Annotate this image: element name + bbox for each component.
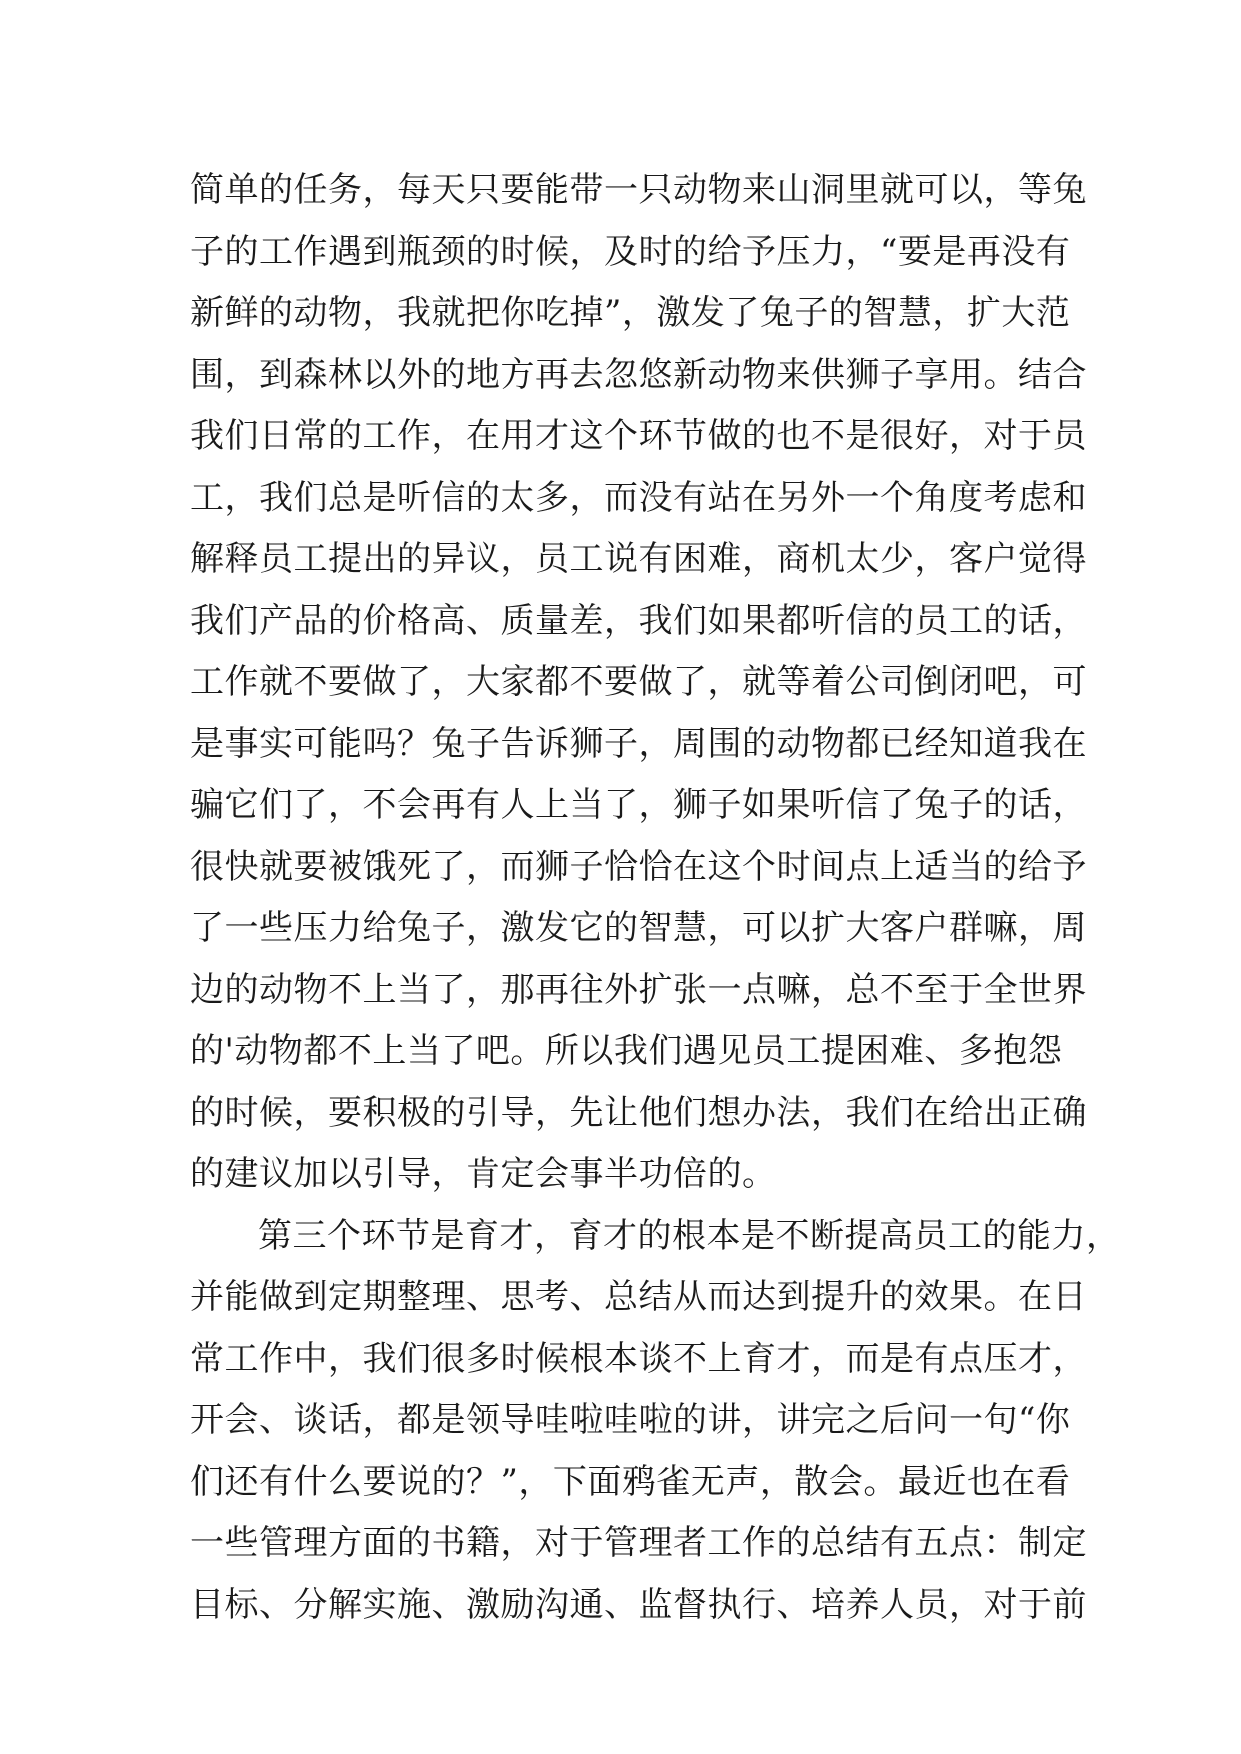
text-line: 子的工作遇到瓶颈的时候，及时的给予压力，“要是再没有: [190, 231, 1071, 272]
text-line: 工，我们总是听信的太多，而没有站在另外一个角度考虑和: [190, 477, 1087, 518]
text-line: 我们产品的价格高、质量差，我们如果都听信的员工的话，: [190, 600, 1087, 641]
text-line: 是事实可能吗？兔子告诉狮子，周围的动物都已经知道我在: [190, 723, 1087, 764]
text-line: 我们日常的工作，在用才这个环节做的也不是很好，对于员: [190, 416, 1087, 456]
text-line: 新鲜的动物，我就把你吃掉”，激发了兔子的智慧，扩大范: [190, 293, 1071, 333]
text-line: 常工作中，我们很多时候根本谈不上育才，而是有点压才，: [190, 1338, 1087, 1379]
text-line: 很快就要被饿死了，而狮子恰恰在这个时间点上适当的给予: [190, 846, 1087, 887]
text-line: 工作就不要做了，大家都不要做了，就等着公司倒闭吧，可: [190, 662, 1087, 702]
paragraph-start-line: 第三个环节是育才，育才的根本是不断提高员工的能力，: [258, 1215, 1121, 1256]
text-line: 骗它们了，不会再有人上当了，狮子如果听信了兔子的话，: [190, 785, 1087, 825]
text-line: 开会、谈话，都是领导哇啦哇啦的讲，讲完之后问一句“你: [190, 1400, 1071, 1440]
text-line: 围，到森林以外的地方再去忽悠新动物来供狮子享用。结合: [190, 354, 1087, 395]
text-line: 了一些压力给兔子，激发它的智慧，可以扩大客户群嘛，周: [190, 908, 1087, 948]
text-line: 简单的任务，每天只要能带一只动物来山洞里就可以，等兔: [190, 170, 1087, 210]
text-line: 们还有什么要说的？”，下面鸦雀无声，散会。最近也在看: [190, 1461, 1071, 1502]
text-line: 的时候，要积极的引导，先让他们想办法，我们在给出正确: [190, 1092, 1087, 1133]
text-line: 边的动物不上当了，那再往外扩张一点嘛，总不至于全世界: [190, 969, 1087, 1010]
text-line: 一些管理方面的书籍，对于管理者工作的总结有五点：制定: [190, 1523, 1087, 1563]
text-line: 的'动物都不上当了吧。所以我们遇见员工提困难、多抱怨: [190, 1031, 1063, 1071]
paragraph-end-line: 的建议加以引导，肯定会事半功倍的。: [190, 1154, 777, 1194]
text-line: 目标、分解实施、激励沟通、监督执行、培养人员，对于前: [190, 1584, 1087, 1625]
body-text: [190, 160, 1121, 1636]
text-line: 解释员工提出的异议，员工说有困难，商机太少，客户觉得: [190, 539, 1087, 579]
text-line: 并能做到定期整理、思考、总结从而达到提升的效果。在日: [190, 1277, 1087, 1317]
